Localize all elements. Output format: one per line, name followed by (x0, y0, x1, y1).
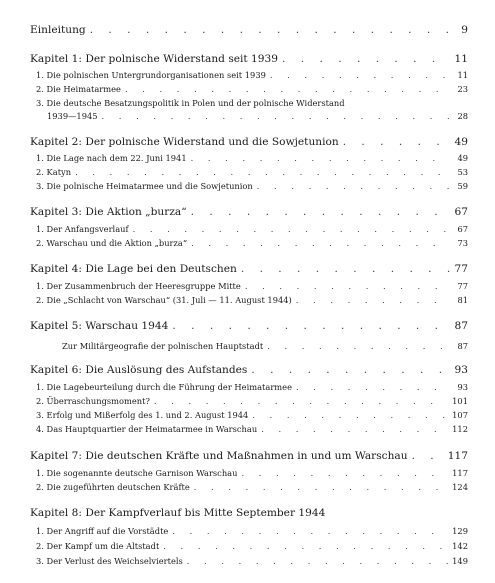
toc-section (36, 167, 468, 177)
toc-page-number: 117 (452, 468, 468, 478)
toc-title: 3. Die polnische Heimatarmee und die Sowjetunion (36, 181, 253, 191)
toc-title: Kapitel 3: Die Aktion „burza“ (30, 206, 187, 218)
dot-leader (191, 206, 450, 218)
toc-page-number: 117 (447, 450, 468, 462)
toc-title: 1. Der Angriff auf die Vorstädte (36, 526, 169, 536)
toc-section (36, 482, 468, 492)
toc-page-number: 112 (452, 424, 468, 434)
toc-section (36, 70, 468, 80)
toc-page-number: 77 (457, 281, 468, 291)
toc-title: 2. Die „Schlacht von Warschau“ (31. Juli — 11. August 1944) (36, 295, 292, 305)
dot-leader (270, 70, 450, 80)
toc-title: 1. Der Anfangsverlauf (36, 224, 129, 234)
toc-title: 2. Die zugeführten deutschen Kräfte (36, 482, 190, 492)
toc-section (36, 382, 468, 392)
dot-leader (125, 84, 450, 94)
toc-page-number: 101 (452, 396, 468, 406)
toc-section (36, 541, 468, 551)
toc-page-number: 23 (457, 84, 468, 94)
dot-leader (172, 320, 450, 332)
toc-title: 1939—1945 (47, 111, 98, 121)
toc-section (36, 238, 468, 248)
toc-title: 2. Warschau und die Aktion „burza“ (36, 238, 188, 248)
toc-section (36, 281, 468, 291)
toc-title: Kapitel 7: Die deutschen Kräfte und Maßnahmen in und um Warschau (30, 450, 408, 462)
toc-section (36, 181, 468, 191)
toc-title: Kapitel 6: Die Auslösung des Aufstandes (30, 364, 248, 376)
toc-title: 1. Die polnischen Untergrundorganisationen seit 1939 (36, 70, 266, 80)
toc-page-number: 77 (454, 263, 468, 275)
toc-title: Kapitel 1: Der polnische Widerstand seit 1939 (30, 53, 279, 65)
toc-title: Zur Militärgeografie der polnischen Hauptstadt (62, 341, 264, 351)
toc-chapter-3 (30, 206, 468, 218)
toc-chapter-6 (30, 364, 468, 376)
toc-chapter-5 (30, 320, 468, 332)
dot-leader (90, 24, 450, 36)
dot-leader (296, 382, 450, 392)
dot-leader (296, 295, 450, 305)
toc-title: 4. Das Hauptquartier der Heimatarmee in Warschau (36, 424, 258, 434)
toc-page-number: 124 (452, 482, 468, 492)
toc-page-number: 93 (454, 364, 468, 376)
dot-leader (102, 111, 450, 121)
dot-leader (282, 53, 450, 65)
dot-leader (245, 281, 450, 291)
dot-leader (412, 450, 444, 462)
toc-page-number: 142 (452, 541, 468, 551)
toc-chapter-4 (30, 263, 468, 275)
toc-title: 1. Die Lagebeurteilung durch die Führung der Heimatarmee (36, 382, 292, 392)
dot-leader (241, 263, 450, 275)
toc-title: Kapitel 5: Warschau 1944 (30, 320, 169, 332)
toc-section-continuation (47, 111, 468, 121)
toc-title: 2. Überraschungsmoment? (36, 396, 150, 406)
toc-chapter-2 (30, 136, 468, 148)
toc-title: 1. Die sogenannte deutsche Garnison Warschau (36, 468, 238, 478)
toc-title: 2. Die Heimatarmee (36, 84, 121, 94)
toc-page-number: 87 (457, 341, 468, 351)
toc-chapter-8 (30, 507, 468, 519)
toc-title: Kapitel 2: Der polnische Widerstand und die Sowjetunion (30, 136, 339, 148)
toc-section (36, 410, 468, 420)
toc-page-number: 67 (457, 224, 468, 234)
dot-leader (257, 181, 450, 191)
toc-section (36, 396, 468, 406)
toc-section (36, 98, 468, 108)
toc-page-number: 49 (454, 136, 468, 148)
dot-leader (194, 482, 448, 492)
toc-page-number: 149 (452, 556, 468, 566)
dot-leader (267, 341, 450, 351)
dot-leader (252, 410, 448, 420)
toc-chapter-7 (30, 450, 468, 462)
dot-leader (191, 238, 450, 248)
toc-section (36, 556, 468, 566)
toc-section (36, 424, 468, 434)
toc-page-number: 107 (452, 410, 468, 420)
toc-title: 3. Der Verlust des Weichselviertels (36, 556, 183, 566)
dot-leader (241, 468, 448, 478)
toc-section (36, 295, 468, 305)
toc-page-number: 93 (457, 382, 468, 392)
dot-leader (75, 167, 450, 177)
toc-page-number: 49 (457, 153, 468, 163)
toc-page-number: 129 (452, 526, 468, 536)
toc-page-number: 11 (457, 70, 468, 80)
dot-leader (251, 364, 450, 376)
dot-leader (343, 136, 450, 148)
dot-leader (172, 526, 448, 536)
dot-leader (163, 541, 448, 551)
toc-title: 3. Erfolg und Mißerfolg des 1. und 2. August 1944 (36, 410, 249, 420)
dot-leader (191, 153, 450, 163)
toc-section (36, 153, 468, 163)
toc-chapter-1 (30, 53, 468, 65)
toc-title: 1. Der Zusammenbruch der Heeresgruppe Mitte (36, 281, 241, 291)
toc-page-number: 11 (454, 53, 468, 65)
toc-title: 2. Katyn (36, 167, 72, 177)
toc-section (62, 341, 468, 351)
toc-title: 3. Die deutsche Besatzungspolitik in Polen und der polnische Widerstand (36, 98, 345, 108)
toc-title: Einleitung (30, 24, 86, 36)
toc-page-number: 53 (457, 167, 468, 177)
toc-page-number: 87 (454, 320, 468, 332)
toc-section (36, 84, 468, 94)
toc-title: Kapitel 4: Die Lage bei den Deutschen (30, 263, 237, 275)
toc-entry-einleitung (30, 24, 468, 36)
toc-section (36, 224, 468, 234)
dot-leader (261, 424, 448, 434)
toc-section (36, 468, 468, 478)
toc-title: 2. Der Kampf um die Altstadt (36, 541, 160, 551)
dot-leader (133, 224, 450, 234)
toc-page-number: 59 (457, 181, 468, 191)
dot-leader (154, 396, 448, 406)
dot-leader (187, 556, 448, 566)
toc-page-number: 28 (457, 111, 468, 121)
toc-title: 1. Die Lage nach dem 22. Juni 1941 (36, 153, 187, 163)
toc-page-number: 73 (457, 238, 468, 248)
toc-page-number: 67 (454, 206, 468, 218)
toc-page-number: 9 (461, 24, 468, 36)
toc-section (36, 526, 468, 536)
toc-title: Kapitel 8: Der Kampfverlauf bis Mitte September 1944 (30, 507, 326, 519)
toc-page-number: 81 (457, 295, 468, 305)
